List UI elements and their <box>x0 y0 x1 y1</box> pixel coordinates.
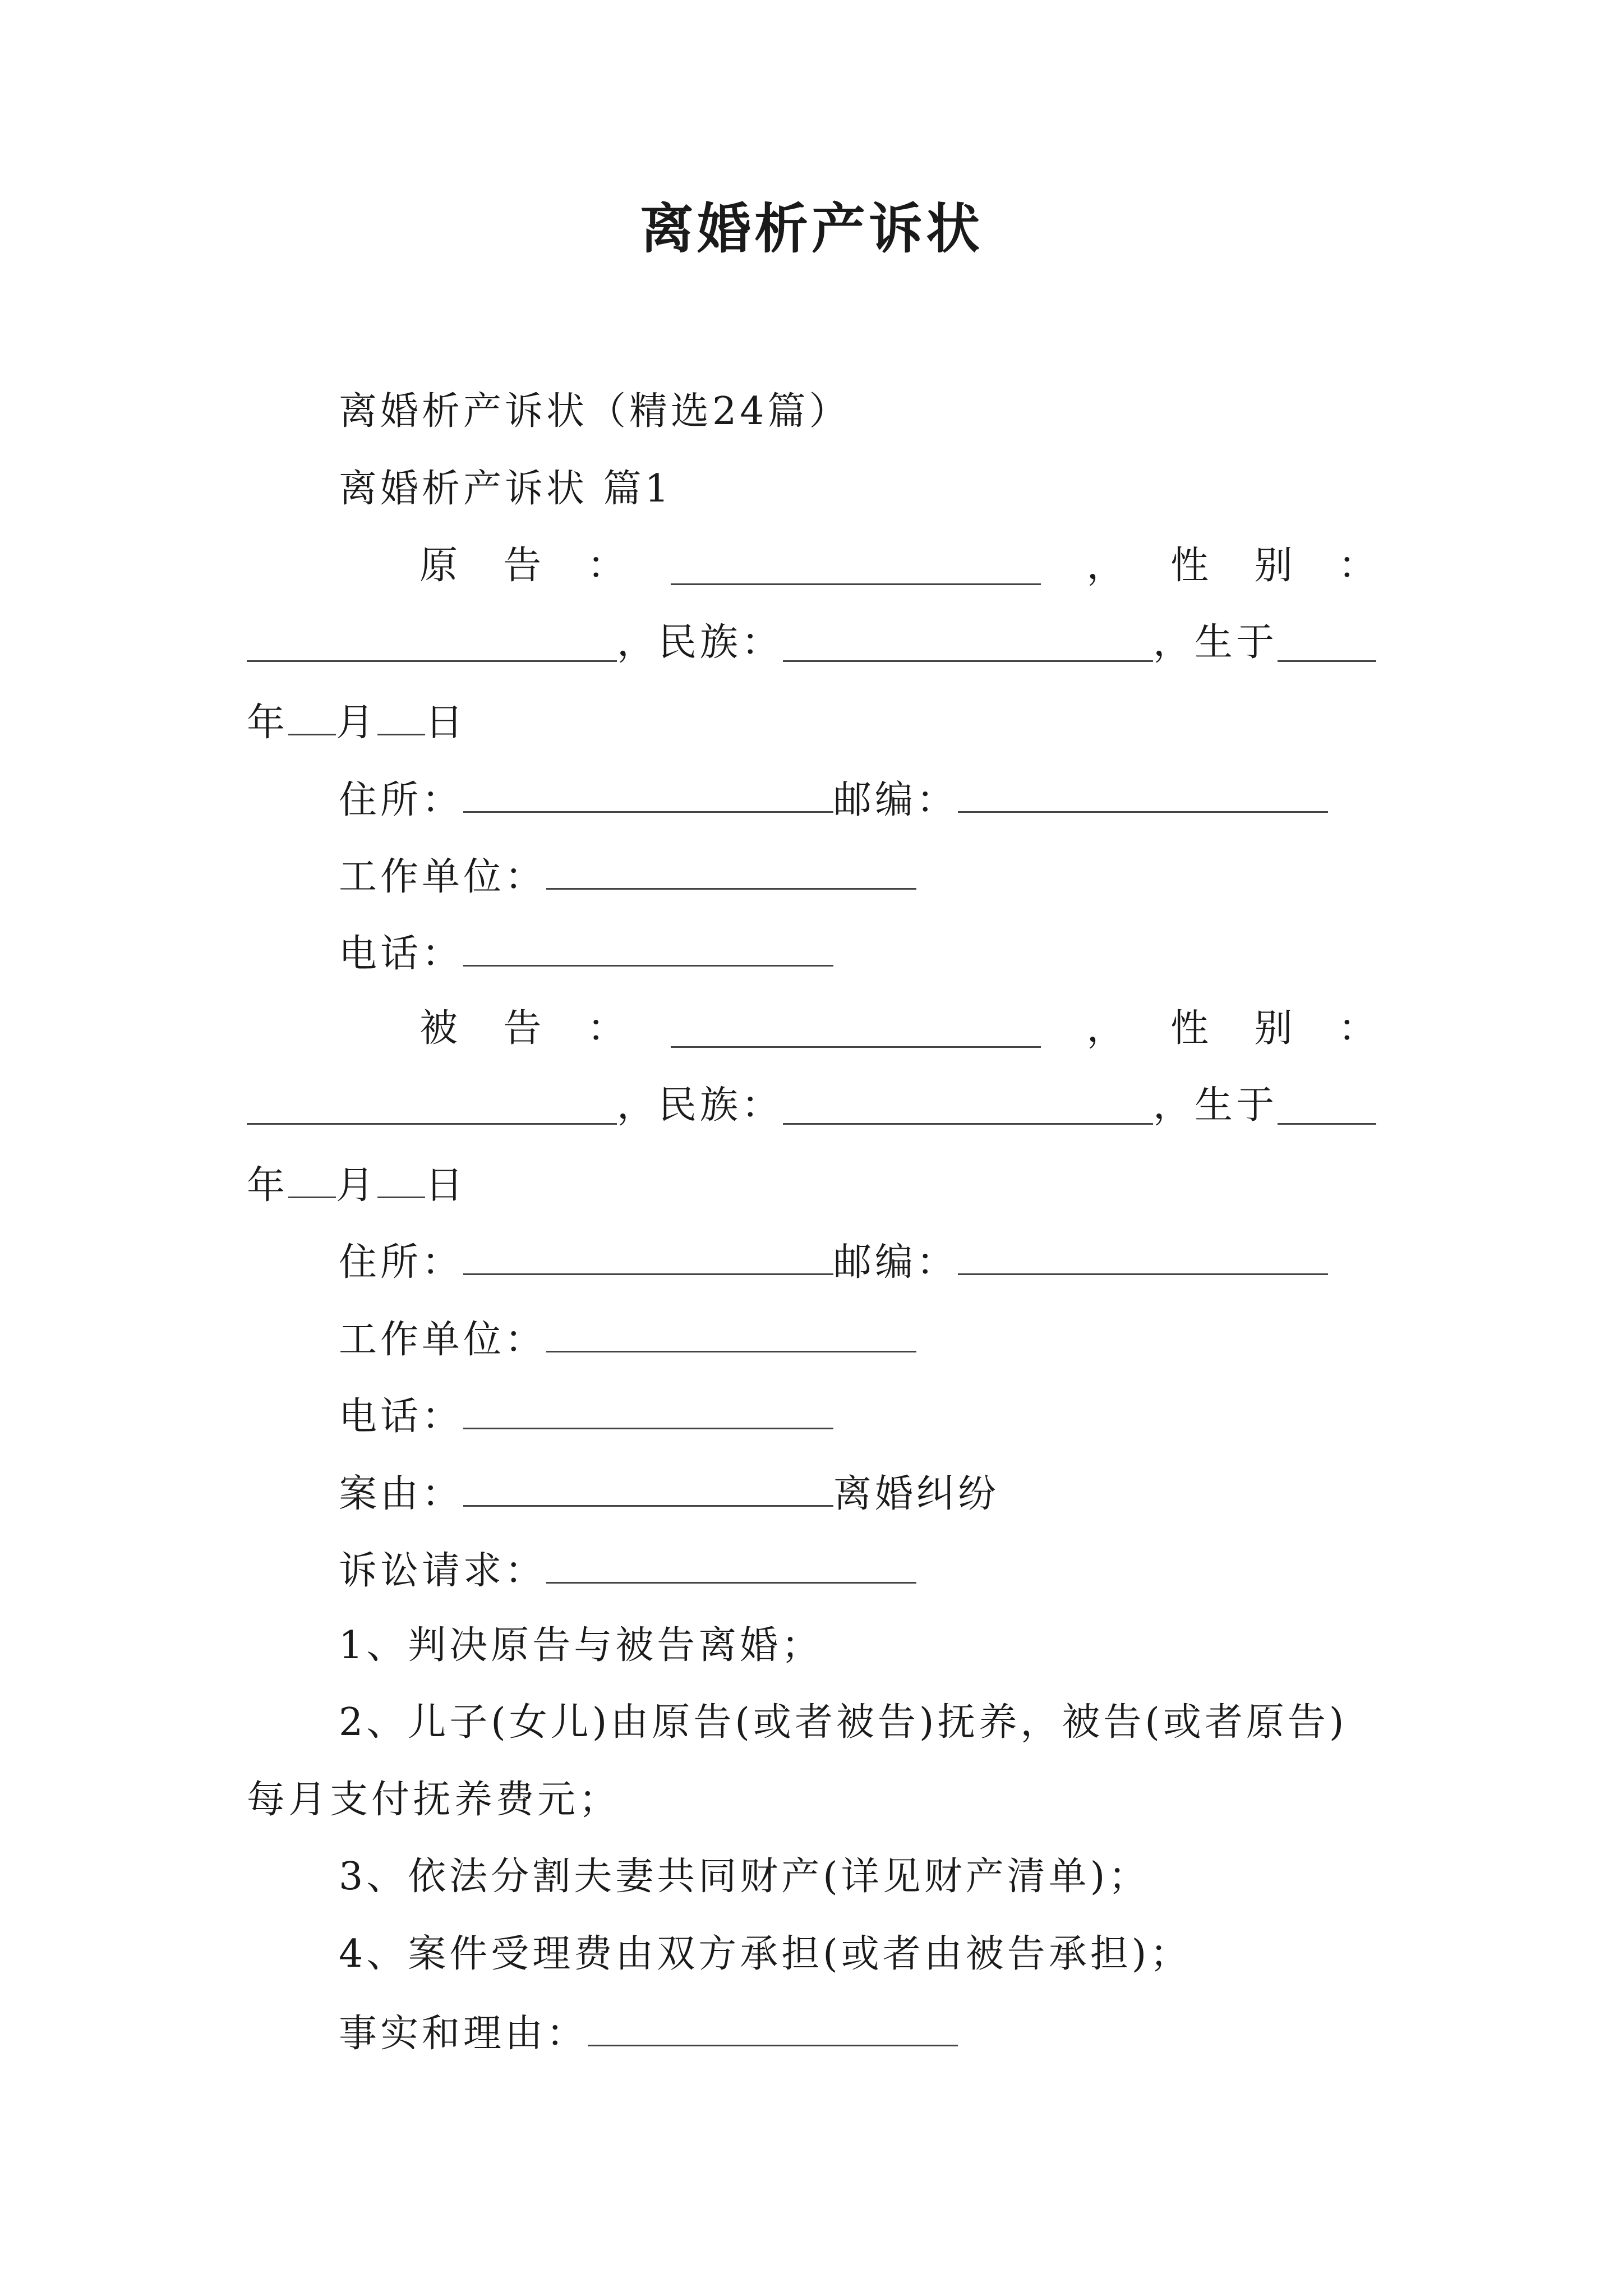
plaintiff-month-blank <box>288 701 336 735</box>
facts-line <box>339 2012 958 2056</box>
plaintiff-postcode-blank <box>958 779 1328 813</box>
plaintiff-gender-blank <box>247 628 617 662</box>
plaintiff-gender-b: 别 <box>1254 544 1293 588</box>
claim-item-2: 2、儿子(女儿)由原告(或者被告)抚养，被告(或者原告) <box>339 1700 1348 1745</box>
plaintiff-address-label: 住所： <box>339 778 464 822</box>
facts-blank <box>588 2012 958 2046</box>
defendant-employer-line <box>339 1318 916 1362</box>
claim-item-3: 3、依法分割夫妻共同财产(详见财产清单)； <box>339 1855 1150 1899</box>
plaintiff-address-line <box>339 779 1328 820</box>
defendant-address-blank <box>463 1241 833 1275</box>
plaintiff-ethnicity-label: ，民族： <box>617 620 783 665</box>
cause-value: 离婚纠纷 <box>833 1472 1000 1516</box>
defendant-address-label: 住所： <box>339 1240 464 1285</box>
plaintiff-name-blank <box>671 551 1041 585</box>
defendant-month-blank <box>288 1164 336 1198</box>
section-heading: 离婚析产诉状 篇1 <box>339 467 672 511</box>
defendant-postcode-blank <box>958 1241 1328 1275</box>
facts-label: 事实和理由： <box>339 2012 588 2056</box>
defendant-employer-label: 工作单位： <box>339 1318 547 1362</box>
defendant-ethnicity-label: ，民族： <box>617 1083 783 1128</box>
plaintiff-employer-label: 工作单位： <box>339 855 547 899</box>
plaintiff-label-b: 告 <box>503 544 542 588</box>
cause-label: 案由： <box>339 1472 464 1516</box>
claim-item-4: 4、案件受理费由双方承担(或者由被告承担)； <box>339 1932 1192 1976</box>
defendant-gender-blank <box>247 1091 617 1125</box>
defendant-day-label: 日 <box>425 1163 467 1208</box>
plaintiff-label-a: 原 <box>419 544 458 588</box>
document-subtitle: 离婚析产诉状（精选24篇） <box>339 389 851 434</box>
defendant-name-blank <box>671 1014 1041 1048</box>
plaintiff-gender-line <box>247 620 1376 665</box>
defendant-address-line <box>339 1240 1328 1285</box>
defendant-year-label: 年 <box>247 1163 289 1208</box>
plaintiff-day-label: 日 <box>425 701 467 745</box>
claim-item-1: 1、判决原告与被告离婚； <box>339 1623 823 1668</box>
cause-line <box>339 1472 1000 1516</box>
plaintiff-year-label: 年 <box>247 701 289 745</box>
defendant-date-line <box>247 1163 467 1208</box>
defendant-ethnicity-blank <box>783 1091 1153 1125</box>
defendant-label-a: 被 <box>419 1006 458 1051</box>
plaintiff-address-blank <box>463 779 833 813</box>
plaintiff-employer-line <box>339 855 916 899</box>
defendant-comma: ， <box>1086 1006 1125 1051</box>
defendant-born-label: ，生于 <box>1153 1083 1278 1128</box>
claims-blank <box>546 1549 916 1584</box>
defendant-gender-a: 性 <box>1170 1006 1209 1051</box>
defendant-gender-line <box>247 1083 1376 1128</box>
defendant-colon: ： <box>587 1006 625 1051</box>
plaintiff-phone-blank <box>463 932 833 967</box>
plaintiff-day-blank <box>377 701 425 735</box>
plaintiff-phone-line <box>339 932 833 976</box>
plaintiff-born-blank <box>1278 628 1376 662</box>
plaintiff-born-label: ，生于 <box>1153 620 1278 665</box>
plaintiff-gender-colon: ： <box>1338 544 1376 588</box>
defendant-postcode-label: 邮编： <box>833 1240 958 1285</box>
plaintiff-comma: ， <box>1086 544 1125 588</box>
defendant-line <box>419 1006 1376 1051</box>
plaintiff-employer-blank <box>546 855 916 890</box>
claims-line <box>339 1549 916 1593</box>
defendant-day-blank <box>377 1164 425 1198</box>
document-title: 离婚析产诉状 <box>640 197 983 260</box>
defendant-label-b: 告 <box>503 1006 542 1051</box>
plaintiff-line <box>419 544 1376 588</box>
defendant-born-blank <box>1278 1091 1376 1125</box>
plaintiff-phone-label: 电话： <box>339 932 464 976</box>
defendant-phone-line <box>339 1395 833 1439</box>
claim-item-2-cont: 每月支付抚养费元； <box>247 1778 621 1822</box>
plaintiff-colon: ： <box>587 544 625 588</box>
defendant-gender-b: 别 <box>1254 1006 1293 1051</box>
cause-blank <box>463 1473 833 1507</box>
claims-label: 诉讼请求： <box>339 1549 547 1593</box>
defendant-month-label: 月 <box>336 1163 378 1208</box>
plaintiff-gender-a: 性 <box>1170 544 1209 588</box>
defendant-employer-blank <box>546 1318 916 1352</box>
plaintiff-ethnicity-blank <box>783 628 1153 662</box>
plaintiff-postcode-label: 邮编： <box>833 778 958 822</box>
defendant-gender-colon: ： <box>1338 1006 1376 1051</box>
plaintiff-date-line <box>247 701 467 745</box>
defendant-phone-label: 电话： <box>339 1395 464 1439</box>
defendant-phone-blank <box>463 1395 833 1429</box>
plaintiff-month-label: 月 <box>336 701 378 745</box>
